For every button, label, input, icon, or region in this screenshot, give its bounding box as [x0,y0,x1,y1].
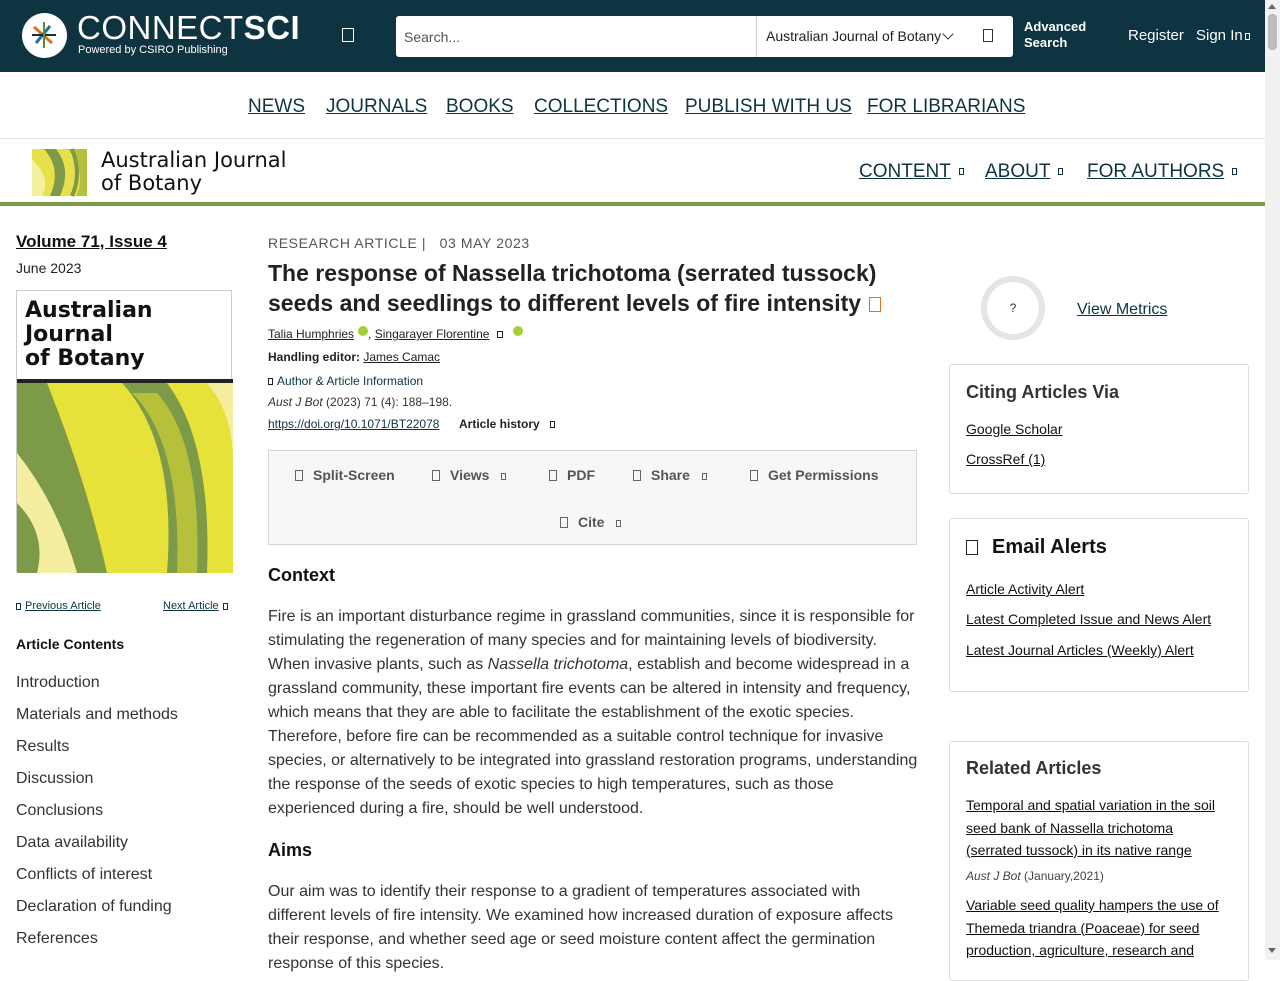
brand-name: CONNECTSCI [77,9,301,46]
chevron-down-icon [702,473,707,480]
related-article-link[interactable]: Variable seed quality hampers the use of Themeda triandra (Poaceae) for seed production, agriculture, research and [966,897,1219,958]
bell-icon [966,540,978,555]
google-scholar-link[interactable]: Google Scholar [966,421,1063,437]
citing-articles-heading: Citing Articles Via [966,382,1120,402]
latest-issue-alert-link[interactable]: Latest Completed Issue and News Alert [966,611,1212,627]
journal-logo[interactable] [32,149,87,196]
cover-artwork [17,383,233,573]
dropdown-icon [1058,168,1063,175]
toc-item-references[interactable]: References [16,930,98,947]
journal-header [0,140,1265,206]
toc-item-conclusions[interactable]: Conclusions [16,802,104,819]
related-articles-card [949,741,1249,981]
split-screen-icon [295,470,303,481]
previous-article-link[interactable]: Previous Article [16,600,101,612]
dropdown-icon [959,168,964,175]
toc-item-introduction[interactable]: Introduction [16,674,100,691]
search-divider [756,16,757,57]
nav-books[interactable]: BOOKS [446,96,514,117]
article-meta-line: RESEARCH ARTICLE | 03 MAY 2023 [268,235,530,251]
register-link[interactable]: Register [1128,27,1184,44]
scroll-down-arrow-icon[interactable] [1268,948,1276,953]
split-screen-button[interactable]: Split-Screen [295,467,395,483]
article-date: 03 MAY 2023 [439,235,530,251]
article-history-toggle[interactable]: Article history [459,417,559,431]
nav-for-librarians[interactable]: FOR LIBRARIANS [867,96,1026,117]
handling-editor: Handling editor: James Camac [268,350,441,364]
next-article-link[interactable]: Next Article [163,600,232,612]
orcid-icon[interactable] [358,326,368,336]
cover-title: Australian Journal of Botany [25,298,153,371]
scroll-up-arrow-icon[interactable] [1268,4,1276,9]
journal-nav-for-authors[interactable]: FOR AUTHORS [1087,161,1237,183]
advanced-search-link[interactable]: Advanced Search [1024,19,1087,50]
journal-scope-select[interactable]: Australian Journal of Botany [766,28,942,44]
share-icon [633,470,641,481]
chevron-down-icon [616,520,621,527]
sign-in-icon [1245,33,1250,40]
permissions-icon [750,470,758,481]
journal-nav-about[interactable]: ABOUT [985,161,1063,183]
search-icon[interactable] [983,29,993,42]
chevron-left-icon [16,603,21,610]
nav-publish-with-us[interactable]: PUBLISH WITH US [685,96,852,117]
related-article-link[interactable]: Temporal and spatial variation in the soil seed bank of Nassella trichotoma (serrated tussock) in its native range [966,797,1216,858]
bookmark-icon[interactable] [869,297,881,312]
article-contents-list [16,674,178,962]
chevron-right-icon [223,603,228,610]
cite-button[interactable]: Cite [560,514,621,530]
author-link[interactable]: Talia Humphries [268,327,355,341]
view-metrics-link[interactable]: View Metrics [1077,301,1168,318]
journal-nav-content[interactable]: CONTENT [859,161,964,183]
article-toolbar [268,450,917,545]
connectsci-logo-icon [22,13,67,58]
nav-journals[interactable]: JOURNALS [326,96,428,117]
aims-paragraph: Our aim was to identify their response to a gradient of temperatures associated with different levels of fire intensity. We examined how increased duration of exposure affects their response, and whether seed age or seed moisture content affect the germination response of this species. [268,883,893,972]
toc-item-materials-and-methods[interactable]: Materials and methods [16,706,178,723]
brand-tagline: Powered by CSIRO Publishing [78,44,228,56]
chevron-down-icon [550,421,555,428]
article-contents-heading: Article Contents [16,636,125,652]
handling-editor-link[interactable]: James Camac [363,350,441,364]
section-heading-context: Context [268,565,335,585]
toc-item-declaration-of-funding[interactable]: Declaration of funding [16,898,172,915]
main-navigation [0,72,1265,139]
toc-item-results[interactable]: Results [16,738,70,755]
related-article-meta: Aust J Bot (January,2021) [966,869,1104,883]
nav-news[interactable]: NEWS [248,96,305,117]
author-article-info-toggle[interactable]: Author & Article Information [268,374,423,388]
article-activity-alert-link[interactable]: Article Activity Alert [966,581,1085,597]
toc-item-discussion[interactable]: Discussion [16,770,94,787]
orcid-icon[interactable] [513,326,523,336]
page-scrollbar[interactable] [1265,0,1280,960]
author-list: Talia Humphries , Singarayer Florentine [268,326,523,341]
crossref-link[interactable]: CrossRef (1) [966,451,1046,467]
get-permissions-button[interactable]: Get Permissions [750,467,879,483]
doi-link[interactable]: https://doi.org/10.1071/BT22078 [268,417,440,431]
issue-volume-link[interactable]: Volume 71, Issue 4 [16,232,167,251]
citation-line: Aust J Bot (2023) 71 (4): 188–198. [268,395,453,409]
share-button[interactable]: Share [633,467,707,483]
views-button[interactable]: Views [432,467,506,483]
chevron-down-icon [501,473,506,480]
citing-articles-card [949,364,1249,494]
toc-item-data-availability[interactable]: Data availability [16,834,129,851]
scrollbar-thumb[interactable] [1268,14,1277,50]
search-input[interactable] [396,16,756,57]
latest-articles-alert-link[interactable]: Latest Journal Articles (Weekly) Alert [966,642,1194,658]
email-alerts-heading: Email Alerts [966,536,1107,559]
menu-icon[interactable] [342,28,354,42]
search-bar [396,16,1013,57]
issue-date: June 2023 [16,260,82,276]
pdf-button[interactable]: PDF [549,467,595,483]
chevron-down-icon [268,378,273,385]
author-link[interactable]: Singarayer Florentine [374,327,490,341]
pdf-icon [549,470,557,481]
context-paragraph: Fire is an important disturbance regime in grassland communities, since it is responsible for stimulating the regeneration of many species and for maintaining levels of biodiversity. When invasive plants, such as Nassella trichotoma, establish and become widespread in a grassland community, these important fire events can be altered in intensity and frequency, which means that they are able to facilitate the establishment of the exotic species. Therefore, before fire can be recommended as a suitable control technique for invasive species, or alternatively to be integrated into grassland restoration programs, understanding the response of the seeds of exotic species to high temperatures, such as those experienced during a fire, should be well understood. [268,608,918,817]
related-articles-heading: Related Articles [966,758,1102,778]
article-title: The response of Nassella trichotoma (serrated tussock) seeds and seedlings to different levels of fire intensity [268,258,918,318]
issue-cover-image[interactable] [16,290,232,572]
dropdown-icon [1232,168,1237,175]
cite-icon [560,517,568,528]
journal-title[interactable]: Australian Journal of Botany [101,148,287,195]
article-type: RESEARCH ARTICLE [268,235,418,251]
email-alerts-card [949,518,1249,692]
section-heading-aims: Aims [268,840,313,860]
top-header [0,0,1265,72]
email-icon[interactable] [497,331,503,338]
nav-collections[interactable]: COLLECTIONS [534,96,669,117]
views-icon [432,470,440,481]
toc-item-conflicts-of-interest[interactable]: Conflicts of interest [16,866,153,883]
connectsci-logo[interactable] [22,9,322,60]
sign-in-link[interactable]: Sign In [1196,27,1254,44]
altmetric-badge[interactable]: ? [981,276,1045,340]
